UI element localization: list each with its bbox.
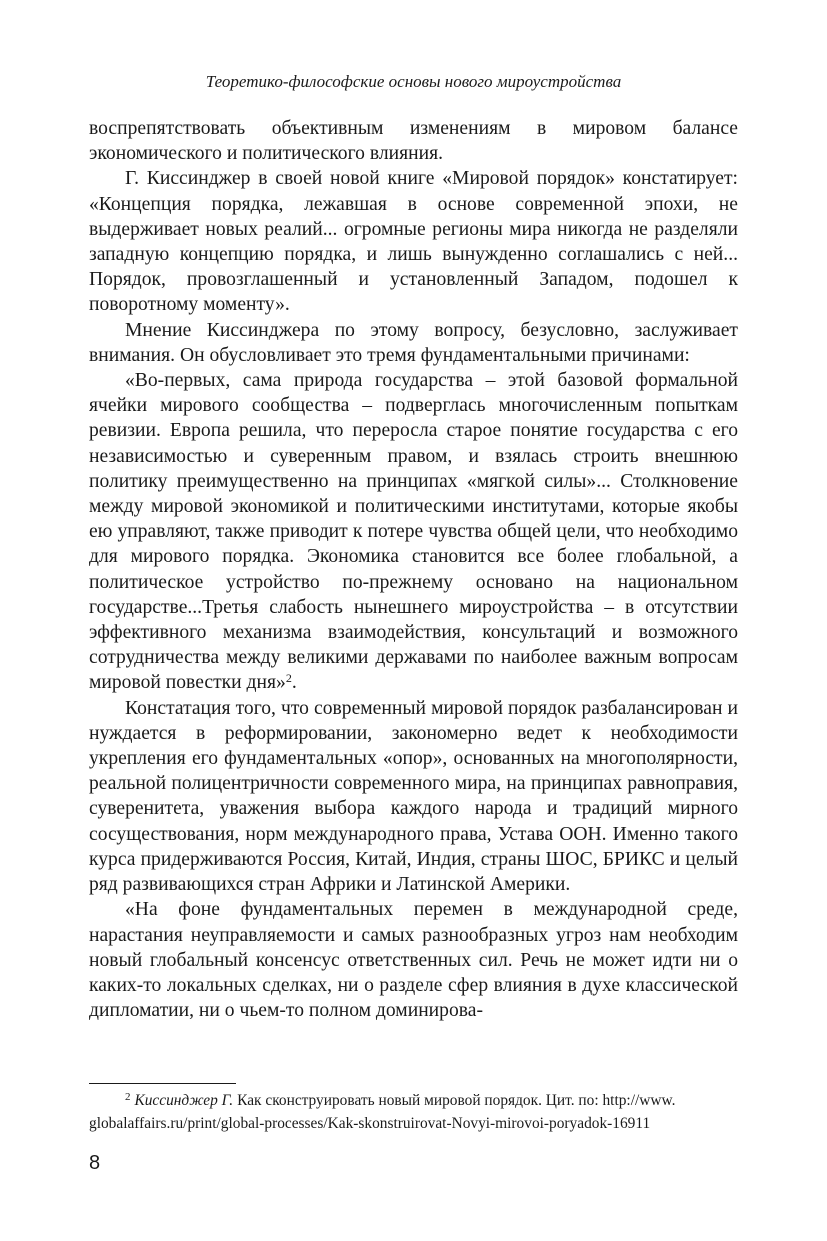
footnote-number: 2 (125, 1091, 131, 1103)
paragraph-6: «На фоне фундаментальных перемен в международной среде, нарастания неуправляемости и самых разнообразных угроз нам необходим новый глобальный консенсус ответственных сил. Речь не может идти ни о каких-то локальных сделках, ни о разделе сфер влияния в духе классической дипломатии, ни о чьем-то полном доминирова- (89, 899, 738, 1022)
quote-text: «Во-первых, сама природа государства – этой базовой формальной ячейки мирового сообщества – подверглась многочисленным попыткам ревизии. Европа решила, что переросла старое понятие государства с его независимостью и суверенным правом, и взялась строить внешнюю политику преимущественно на принципах «мягкой силы»... Столкновение между мировой экономикой и политическими институтами, которые якобы ею управляют, также приводит к потере чувства общей цели, что необходимо для мирового порядка. Экономика становится все более глобальной, а политическое устройство по-прежнему основано на национальном государстве...Третья слабость нынешнего мироустройства – в отсутствии эффективного механизма взаимодействия, консультаций и возможного сотрудничества между великими державами по наиболее важным вопросам мировой повестки дня» (89, 370, 738, 694)
footnote-divider (89, 1083, 236, 1084)
body-text (89, 116, 738, 1023)
paragraph-4-quote (89, 368, 738, 696)
footnote-citation: Как сконструировать новый мировой порядок. Цит. по: http://www. (237, 1092, 676, 1109)
footnote (89, 1089, 738, 1135)
paragraph-5: Констатация того, что современный мировой порядок разбалансирован и нуждается в реформировании, закономерно ведет к необходимости укрепления его фундаментальных «опор», основанных на многополярности, реальной полицентричности современного мира, на принципах равноправия, суверенитета, уважения выбора каждого народа и традиций мирного сосуществования, норм международного права, Устава ООН. Именно такого курса придерживаются Россия, Китай, Индия, страны ШОС, БРИКС и целый ряд развивающихся стран Африки и Латинской Америки. (89, 697, 738, 896)
footnote-line-1 (89, 1089, 738, 1112)
paragraph-1: воспрепятствовать объективным изменениям в мировом балансе экономического и политического влияния. (89, 118, 738, 165)
quote-end-punct: . (291, 672, 297, 694)
footnote-url: globalaffairs.ru/print/global-processes/Kak-skonstruirovat-Novyi-mirovoi-poryadok-16911 (89, 1115, 651, 1132)
running-head: Теоретико-философские основы нового мироустройства (205, 72, 622, 91)
footnote-reference[interactable]: 2 (285, 671, 292, 686)
page-number: 8 (89, 1152, 101, 1174)
paragraph-2: Г. Киссинджер в своей новой книге «Мировой порядок» констатирует: «Концепция порядка, лежавшая в основе современной эпохи, не выдерживает новых реалий... огромные регионы мира никогда не разделяли западную концепцию порядка, и лишь вынужденно соглашались с ней... Порядок, провозглашенный и установленный Западом, подошел к поворотному моменту». (89, 168, 738, 316)
footnote-author: Киссинджер Г. (134, 1092, 234, 1109)
paragraph-3: Мнение Киссинджера по этому вопросу, безусловно, заслуживает внимания. Он обусловливает это тремя фундаментальными причинами: (89, 319, 738, 366)
